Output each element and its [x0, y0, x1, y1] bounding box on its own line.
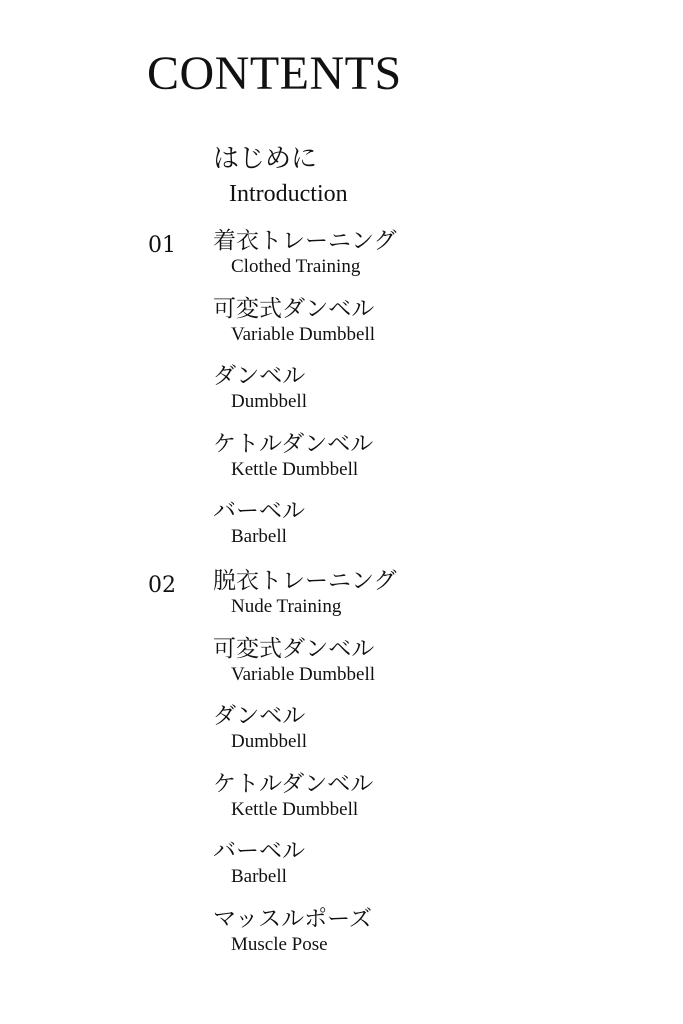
toc-entry-english-title: Variable Dumbbell [231, 663, 376, 685]
toc-entry[interactable] [213, 905, 397, 973]
toc-entry[interactable] [213, 567, 397, 635]
toc-entry[interactable] [213, 430, 397, 498]
toc-entry-japanese-title: ケトルダンベル [213, 770, 374, 797]
toc-entry[interactable] [213, 837, 397, 905]
toc-entry[interactable] [213, 227, 397, 295]
toc-entry-japanese-title: 可変式ダンベル [213, 635, 375, 662]
toc-entry-japanese-title: バーベル [213, 498, 305, 524]
section-number: 02 [148, 573, 176, 598]
toc-entry-english-title: Muscle Pose [231, 933, 328, 955]
toc-entry-list [213, 227, 397, 565]
toc-entry[interactable] [213, 362, 397, 430]
toc-entry-japanese-title: ダンベル [213, 703, 306, 729]
toc-entry-english-title: Dumbbell [231, 391, 307, 412]
toc-entry-list [213, 567, 397, 972]
toc-entry-english-title: Kettle Dumbbell [231, 798, 359, 820]
toc-entry-japanese-title: 着衣トレーニング [213, 228, 397, 254]
toc-entry-japanese-title: ダンベル [213, 363, 306, 389]
toc-entry-english-title: Clothed Training [231, 256, 361, 277]
toc-entry[interactable] [213, 635, 397, 703]
toc-entry-introduction[interactable] [213, 144, 348, 208]
toc-entry-english-title: Barbell [231, 866, 287, 887]
toc-entry-english-title: Dumbbell [231, 731, 307, 752]
toc-entry-japanese-title: ケトルダンベル [213, 430, 374, 457]
toc-entry-english-title: Nude Training [231, 596, 342, 617]
toc-entry-english-title: Kettle Dumbbell [231, 458, 359, 480]
section-number: 01 [148, 233, 176, 258]
toc-entry-japanese-title: 脱衣トレーニング [213, 568, 397, 594]
toc-entry-english-title: Introduction [229, 181, 348, 207]
toc-entry[interactable] [213, 702, 397, 770]
toc-entry-japanese-title: バーベル [213, 838, 305, 864]
page-title: CONTENTS [147, 47, 402, 100]
toc-entry[interactable] [213, 497, 397, 565]
toc-entry-japanese-title: はじめに [213, 144, 318, 174]
toc-entry-japanese-title: マッスルポーズ [213, 905, 372, 932]
toc-entry-english-title: Variable Dumbbell [231, 323, 376, 345]
toc-entry[interactable] [213, 770, 397, 838]
toc-entry[interactable] [213, 295, 397, 363]
toc-entry-english-title: Barbell [231, 526, 287, 547]
toc-entry-japanese-title: 可変式ダンベル [213, 295, 375, 322]
